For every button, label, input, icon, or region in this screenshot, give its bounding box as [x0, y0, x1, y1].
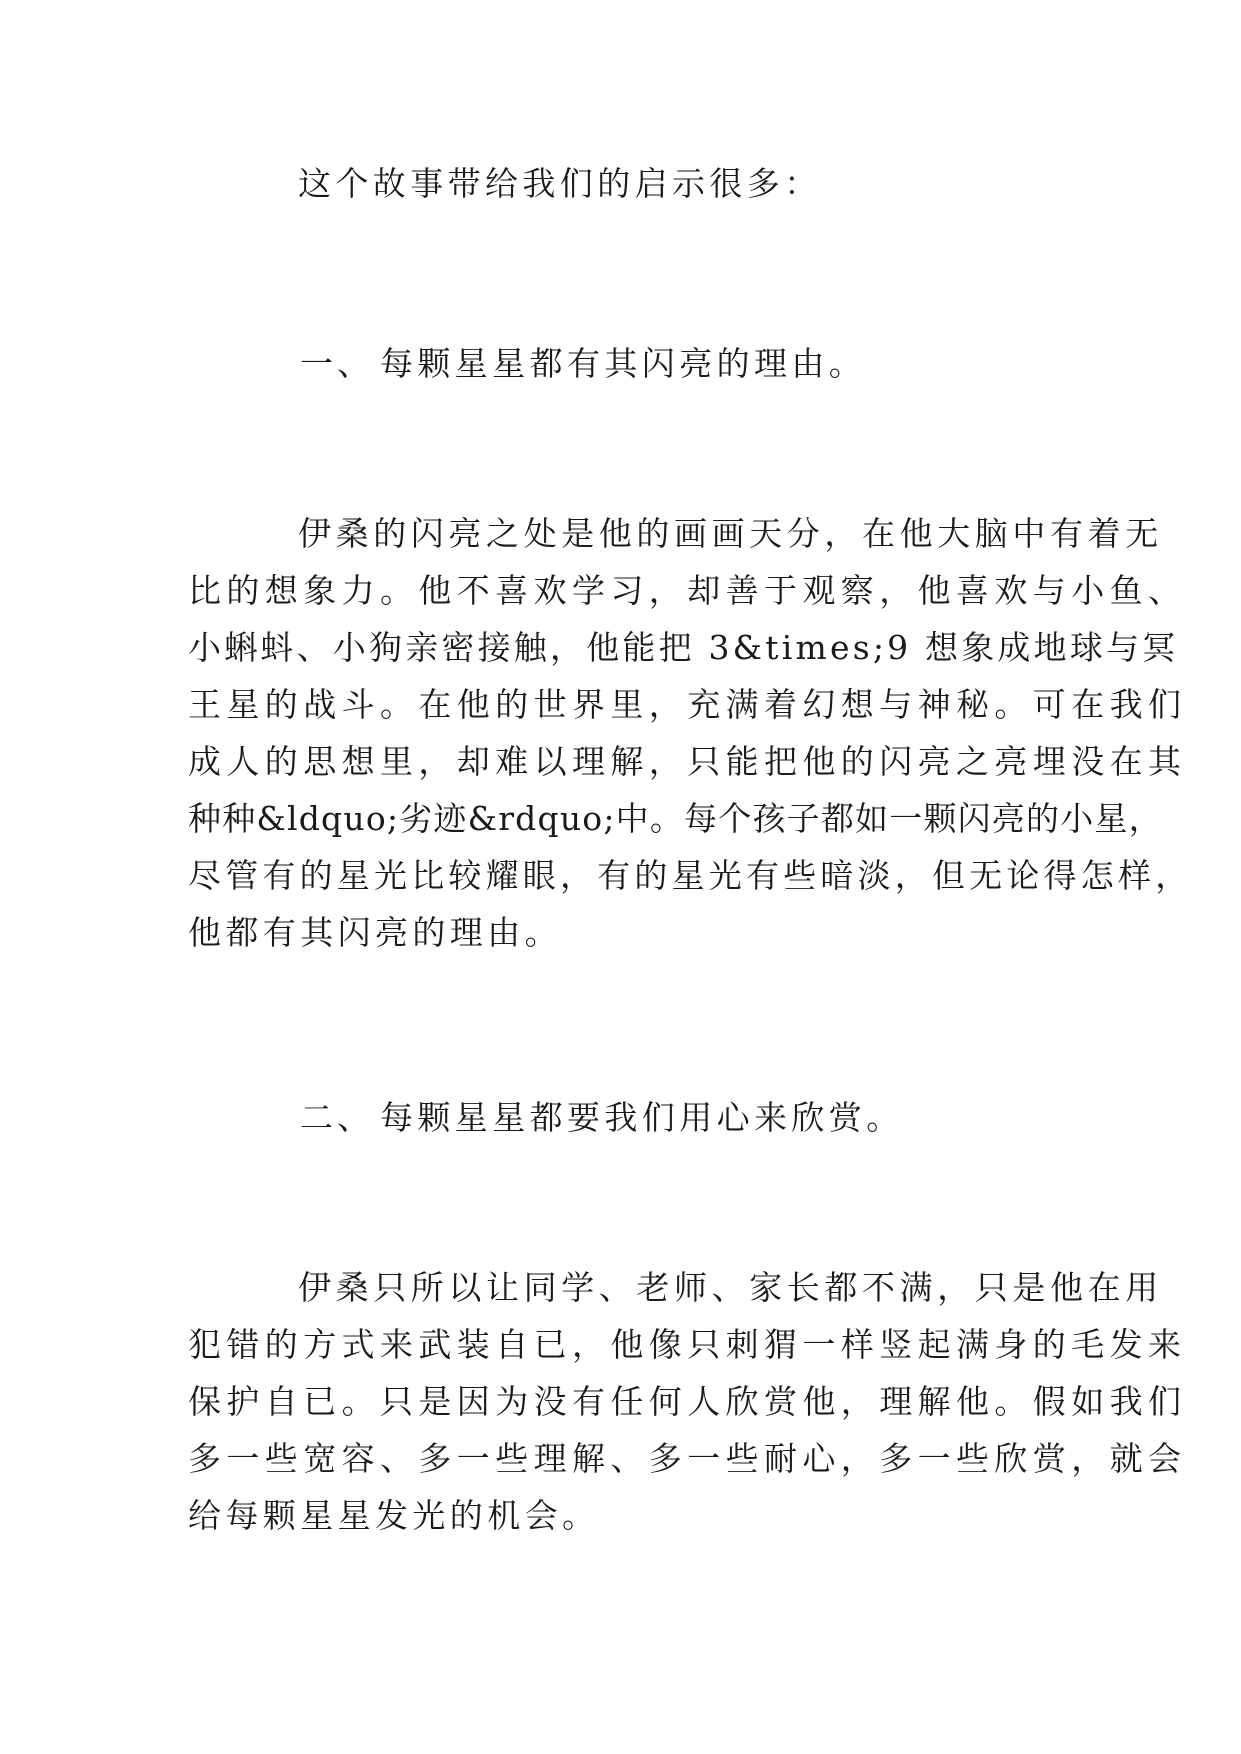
intro-line: 这个故事带给我们的启示很多： — [298, 164, 822, 203]
section-1-number: 一、 — [300, 344, 374, 383]
paragraph-line: 尽管有的星光比较耀眼，有的星光有些暗淡，但无论得怎样， — [188, 856, 1193, 895]
section-2-heading: 每颗星星都要我们用心来欣赏。 — [380, 1098, 904, 1137]
paragraph-line: 多一些宽容、多一些理解、多一些耐心，多一些欣赏，就会 — [188, 1439, 1187, 1478]
paragraph-line: 小蝌蚪、小狗亲密接触，他能把 3&times;9 想象成地球与冥 — [188, 628, 1179, 667]
section-1-heading: 每颗星星都有其闪亮的理由。 — [380, 344, 867, 383]
paragraph-line: 伊桑只所以让同学、老师、家长都不满，只是他在用 — [298, 1268, 1163, 1307]
paragraph-line: 伊桑的闪亮之处是他的画画天分，在他大脑中有着无 — [298, 514, 1163, 553]
paragraph-line: 犯错的方式来武装自已，他像只刺猬一样竖起满身的毛发来 — [188, 1325, 1187, 1364]
section-2-number: 二、 — [300, 1098, 374, 1137]
paragraph-line: 保护自已。只是因为没有任何人欣赏他，理解他。假如我们 — [188, 1382, 1187, 1421]
paragraph-line: 种种&ldquo;劣迹&rdquo;中。每个孩子都如一颗闪亮的小星， — [188, 799, 1163, 838]
paragraph-line: 比的想象力。他不喜欢学习，却善于观察，他喜欢与小鱼、 — [188, 571, 1187, 610]
paragraph-line: 成人的思想里，却难以理解，只能把他的闪亮之亮埋没在其 — [188, 742, 1187, 781]
paragraph-line: 给每颗星星发光的机会。 — [188, 1496, 600, 1535]
paragraph-line: 王星的战斗。在他的世界里，充满着幻想与神秘。可在我们 — [188, 685, 1187, 724]
paragraph-line: 他都有其闪亮的理由。 — [188, 913, 562, 952]
